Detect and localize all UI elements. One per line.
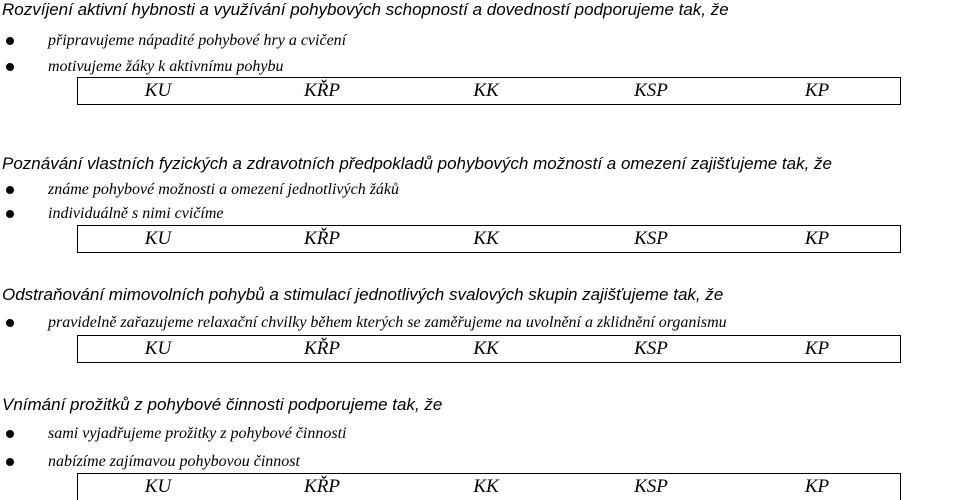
bullet-icon — [6, 63, 14, 71]
code-ksp[interactable]: KSP — [634, 476, 668, 497]
code-ku[interactable]: KU — [144, 338, 172, 359]
code-kp[interactable]: KP — [804, 338, 830, 359]
competency-code-row — [77, 225, 901, 253]
code-kp[interactable]: KP — [804, 80, 830, 101]
code-ku[interactable]: KU — [144, 80, 172, 101]
bullet-icon — [6, 210, 14, 218]
code-krp[interactable]: KŘP — [304, 476, 340, 497]
code-ksp[interactable]: KSP — [634, 338, 668, 359]
code-kk[interactable]: KK — [473, 80, 499, 101]
list-item: motivujeme žáky k aktivnímu pohybu — [48, 58, 284, 75]
section-heading: Vnímání prožitků z pohybové činnosti podporujeme tak, že — [2, 395, 443, 414]
bullet-icon — [6, 37, 14, 45]
list-item: sami vyjadřujeme prožitky z pohybové činnosti — [48, 425, 347, 442]
code-kp[interactable]: KP — [804, 228, 830, 249]
competency-code-row — [77, 77, 901, 105]
bullet-icon — [6, 319, 14, 327]
code-krp[interactable]: KŘP — [304, 228, 340, 249]
code-kk[interactable]: KK — [473, 338, 499, 359]
bullet-icon — [6, 186, 14, 194]
section-heading: Poznávání vlastních fyzických a zdravotních předpokladů pohybových možností a omezení zajišťujeme tak, že — [2, 154, 833, 173]
code-ksp[interactable]: KSP — [634, 228, 668, 249]
list-item: nabízíme zajímavou pohybovou činnost — [48, 453, 300, 470]
code-ku[interactable]: KU — [144, 228, 172, 249]
bullet-icon — [6, 430, 14, 438]
list-item: individuálně s nimi cvičíme — [48, 205, 224, 222]
code-ksp[interactable]: KSP — [634, 80, 668, 101]
bullet-icon — [6, 458, 14, 466]
code-krp[interactable]: KŘP — [304, 338, 340, 359]
section-heading: Rozvíjení aktivní hybnosti a využívání pohybových schopností a dovedností podporujeme tak, že — [2, 0, 729, 19]
list-item: pravidelně zařazujeme relaxační chvilky během kterých se zaměřujeme na uvolnění a zklidnění organismu — [48, 314, 727, 331]
code-kk[interactable]: KK — [473, 476, 499, 497]
competency-code-row — [77, 335, 901, 363]
list-item: známe pohybové možnosti a omezení jednotlivých žáků — [48, 181, 400, 198]
section-heading: Odstraňování mimovolních pohybů a stimulací jednotlivých svalových skupin zajišťujeme tak, že — [2, 285, 724, 304]
code-krp[interactable]: KŘP — [304, 80, 340, 101]
list-item: připravujeme nápadité pohybové hry a cvičení — [48, 32, 347, 49]
code-kk[interactable]: KK — [473, 228, 499, 249]
competency-code-row — [77, 473, 901, 500]
code-kp[interactable]: KP — [804, 476, 830, 497]
code-ku[interactable]: KU — [144, 476, 172, 497]
